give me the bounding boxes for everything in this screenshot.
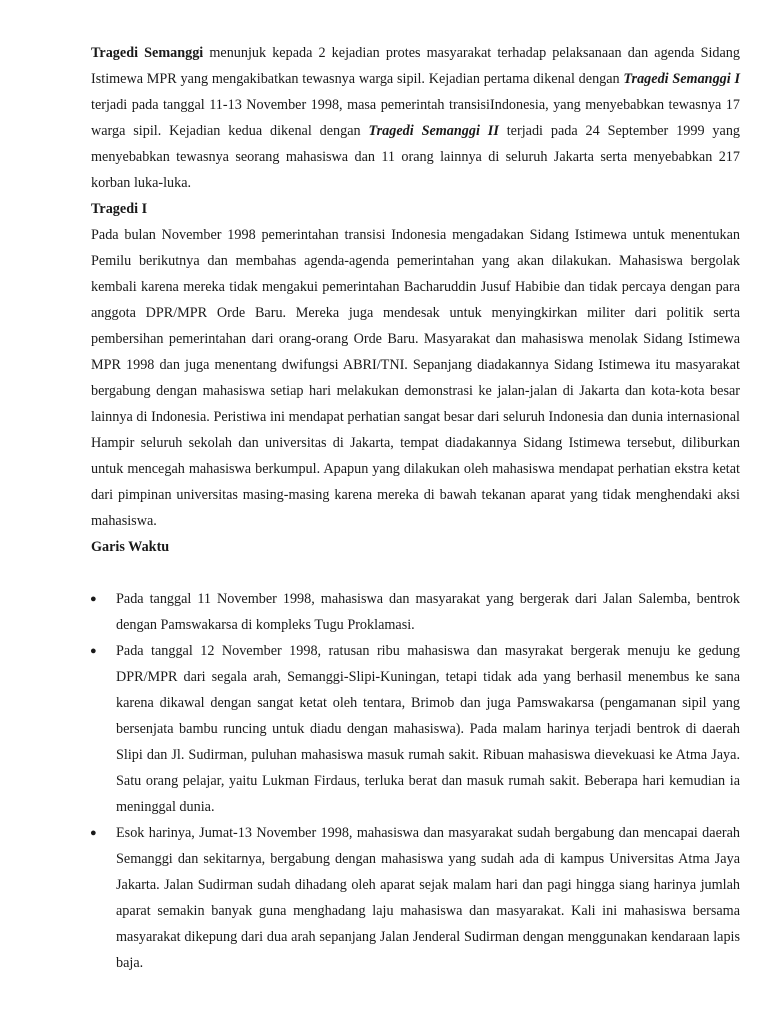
bullet-icon: ● bbox=[90, 827, 97, 839]
section-heading-tragedi-1: Tragedi I bbox=[91, 201, 148, 217]
bullet-icon: ● bbox=[90, 593, 97, 605]
intro-text-1: menunjuk kepada 2 kejadian protes masyarakat terhadap pelaksanaan dan agenda Sidang Istimewa MPR yang mengakibatkan tewasnya warga sipil. Kejadian pertama dikenal dengan bbox=[91, 45, 740, 87]
timeline-item-text: Pada tanggal 12 November 1998, ratusan ribu mahasiswa dan masyrakat bergerak menuju ke gedung DPR/MPR dari segala arah, Semanggi-Slipi-Kuningan, tetapi tidak ada yang berhasil menembus ke sana karena dikawal dengan sangat ketat oleh tentara, Brimob dan juga Pamswakarsa (pengamanan sipil yang bersenjata bambu runcing untuk diadu dengan mahasiswa). Pada malam harinya terjadi bentrok di daerah Slipi dan Jl. Sudirman, puluhan mahasiswa masuk rumah sakit. Ribuan mahasiswa dievekuasi ke Atma Jaya. Satu orang pelajar, yaitu Lukman Firdaus, terluka berat dan masuk rumah sakit. Beberapa hari kemudian ia meninggal dunia. bbox=[116, 643, 740, 815]
spacer bbox=[91, 560, 740, 586]
timeline-item bbox=[91, 820, 740, 976]
timeline-item-text: Esok harinya, Jumat-13 November 1998, mahasiswa dan masyarakat sudah bergabung dan mencapai daerah Semanggi dan sekitarnya, bergabung dengan mahasiswa yang sudah ada di kampus Universitas Atma Jaya Jakarta. Jalan Sudirman sudah dihadang oleh aparat sejak malam hari dan pagi hingga siang harinya jumlah aparat semakin banyak guna menghadang laju mahasiswa dan masyarakat. Kali ini mahasiswa bersama masyarakat dikepung dari dua arah sepanjang Jalan Jenderal Sudirman dengan menggunakan kendaraan lapis baja. bbox=[116, 825, 740, 971]
timeline-list bbox=[91, 586, 740, 976]
intro-text-3: terjadi pada 24 September 1999 yang menyebabkan tewasnya seorang mahasiswa dan 11 orang lainnya di seluruh Jakarta serta menyebabkan 217 korban luka-luka. bbox=[91, 123, 741, 191]
section-heading-garis-waktu: Garis Waktu bbox=[91, 539, 170, 555]
intro-text-2: terjadi pada tanggal 11-13 November 1998, masa pemerintah transisiIndonesia, yang menyebabkan tewasnya 17 warga sipil. Kejadian kedua dikenal dengan bbox=[91, 97, 740, 139]
intro-term-tragedi-2: Tragedi Semanggi II bbox=[368, 123, 499, 139]
timeline-item bbox=[91, 638, 740, 820]
bullet-icon: ● bbox=[90, 645, 97, 657]
intro-paragraph bbox=[91, 40, 740, 196]
tragedi-1-paragraph: Pada bulan November 1998 pemerintahan transisi Indonesia mengadakan Sidang Istimewa untuk menentukan Pemilu berikutnya dan membahas agenda-agenda pemerintahan yang akan dilakukan. Mahasiswa bergolak kembali karena mereka tidak mengakui pemerintahan Bacharuddin Jusuf Habibie dan tidak percaya dengan para anggota DPR/MPR Orde Baru. Mereka juga mendesak untuk menyingkirkan militer dari politik serta pembersihan pemerintahan dari orang-orang Orde Baru. Masyarakat dan mahasiswa menolak Sidang Istimewa MPR 1998 dan juga menentang dwifungsi ABRI/TNI. Sepanjang diadakannya Sidang Istimewa itu masyarakat bergabung dengan mahasiswa setiap hari melakukan demonstrasi ke jalan-jalan di Jakarta dan kota-kota besar lainnya di Indonesia. Peristiwa ini mendapat perhatian sangat besar dari seluruh Indonesia dan dunia internasional Hampir seluruh sekolah dan universitas di Jakarta, tempat diadakannya Sidang Istimewa tersebut, diliburkan untuk mencegah mahasiswa berkumpul. Apapun yang dilakukan oleh mahasiswa mendapat perhatian ekstra ketat dari pimpinan universitas masing-masing karena mereka di bawah tekanan aparat yang tidak menghendaki aksi mahasiswa. bbox=[91, 227, 740, 529]
intro-term: Tragedi Semanggi bbox=[91, 45, 204, 61]
timeline-item-text: Pada tanggal 11 November 1998, mahasiswa dan masyarakat yang bergerak dari Jalan Salemba, bentrok dengan Pamswakarsa di kompleks Tugu Proklamasi. bbox=[116, 591, 740, 633]
timeline-item bbox=[91, 586, 740, 638]
intro-term-tragedi-1: Tragedi Semanggi I bbox=[623, 71, 740, 87]
